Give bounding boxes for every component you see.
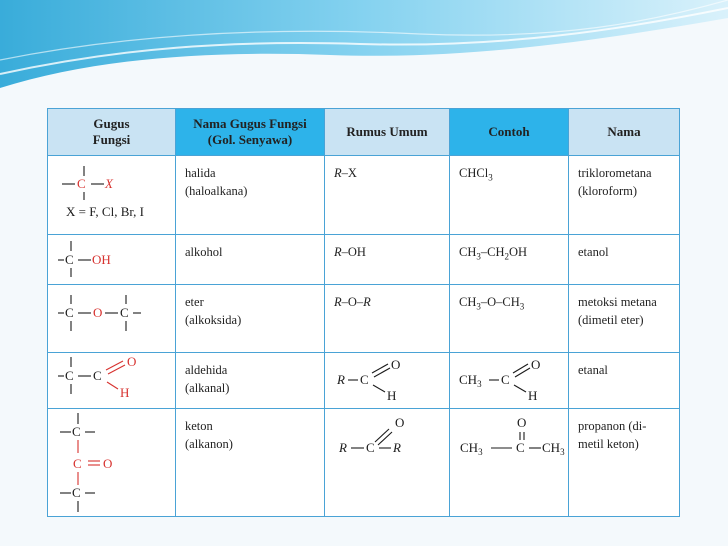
svg-text:CH3: $CH_3$	[460, 440, 483, 457]
rumus-aldehida	[325, 353, 450, 409]
svg-text:CH3: $CH_3$	[459, 372, 482, 389]
nama-gugus-aldehida: aldehida (alkanal)	[176, 353, 325, 409]
svg-text:O: O	[517, 415, 527, 430]
svg-text:O: O	[395, 415, 405, 430]
svg-text:X: X	[105, 176, 113, 191]
nama-gugus-eter: eter (alkoksida)	[176, 285, 325, 353]
header-rumus-umum: Rumus Umum	[325, 109, 450, 156]
contoh-aldehida	[450, 353, 569, 409]
svg-text:O: O	[93, 305, 103, 320]
svg-text:C: C	[366, 440, 375, 455]
svg-text:C: C	[65, 368, 74, 383]
svg-text:C: C	[77, 176, 86, 191]
svg-text:C: C	[65, 252, 74, 267]
header-gugus-fungsi: Gugus Fungsi	[48, 109, 176, 156]
svg-text:R: R	[393, 440, 401, 455]
svg-text:R: R	[337, 372, 345, 387]
gugus-keton	[48, 409, 176, 517]
nama-gugus-alkohol: alkohol	[176, 235, 325, 285]
rumus-keton	[325, 409, 450, 517]
svg-text:OH: OH	[92, 252, 111, 267]
rumus-halida: R–X	[325, 156, 450, 235]
svg-text:C: C	[501, 372, 510, 387]
nama-alkohol: etanol	[569, 235, 680, 285]
svg-text:C: C	[93, 368, 102, 383]
contoh-keton	[450, 409, 569, 517]
header-nama: Nama	[569, 109, 680, 156]
contoh-alkohol: $CH_3-CH_2OH$	[450, 235, 569, 285]
nama-aldehida: etanal	[569, 353, 680, 409]
table-row	[48, 409, 680, 517]
svg-text:O: O	[391, 357, 401, 372]
table-row	[48, 353, 680, 409]
table-header-row	[48, 109, 680, 156]
header-contoh: Contoh	[450, 109, 569, 156]
table-row	[48, 156, 680, 235]
svg-text:H: H	[120, 385, 130, 400]
nama-eter: metoksi metana (dimetil eter)	[569, 285, 680, 353]
contoh-halida: CHCl$_3$	[450, 156, 569, 235]
nama-gugus-halida: halida (haloalkana)	[176, 156, 325, 235]
svg-text:CH3: $CH_3$	[542, 440, 565, 457]
svg-text:C: C	[360, 372, 369, 387]
rumus-alkohol: R–OH	[325, 235, 450, 285]
svg-text:O: O	[531, 357, 541, 372]
nama-halida: triklorometana (kloroform)	[569, 156, 680, 235]
svg-text:O: O	[103, 456, 113, 471]
gugus-halida	[48, 156, 176, 235]
table-row	[48, 235, 680, 285]
svg-text:R: R	[339, 440, 347, 455]
header-nama-gugus: Nama Gugus Fungsi (Gol. Senyawa)	[176, 109, 325, 156]
gugus-eter	[48, 285, 176, 353]
svg-text:X = F, Cl, Br, I: X = F, Cl, Br, I	[66, 204, 144, 219]
svg-text:C: C	[120, 305, 129, 320]
nama-keton: propanon (di- metil keton)	[569, 409, 680, 517]
svg-text:C: C	[72, 424, 81, 439]
header-wave-decoration	[0, 0, 728, 95]
contoh-eter: $CH_3-O-CH_3$	[450, 285, 569, 353]
functional-group-table	[47, 108, 680, 517]
svg-text:H: H	[387, 388, 397, 403]
svg-text:C: C	[73, 456, 82, 471]
gugus-aldehida	[48, 353, 176, 409]
svg-text:H: H	[528, 388, 538, 403]
svg-text:C: C	[516, 440, 525, 455]
svg-text:C: C	[65, 305, 74, 320]
rumus-eter: R–O–R	[325, 285, 450, 353]
svg-text:C: C	[72, 485, 81, 500]
table-row	[48, 285, 680, 353]
gugus-alkohol	[48, 235, 176, 285]
nama-gugus-keton: keton (alkanon)	[176, 409, 325, 517]
svg-text:O: O	[127, 354, 137, 369]
